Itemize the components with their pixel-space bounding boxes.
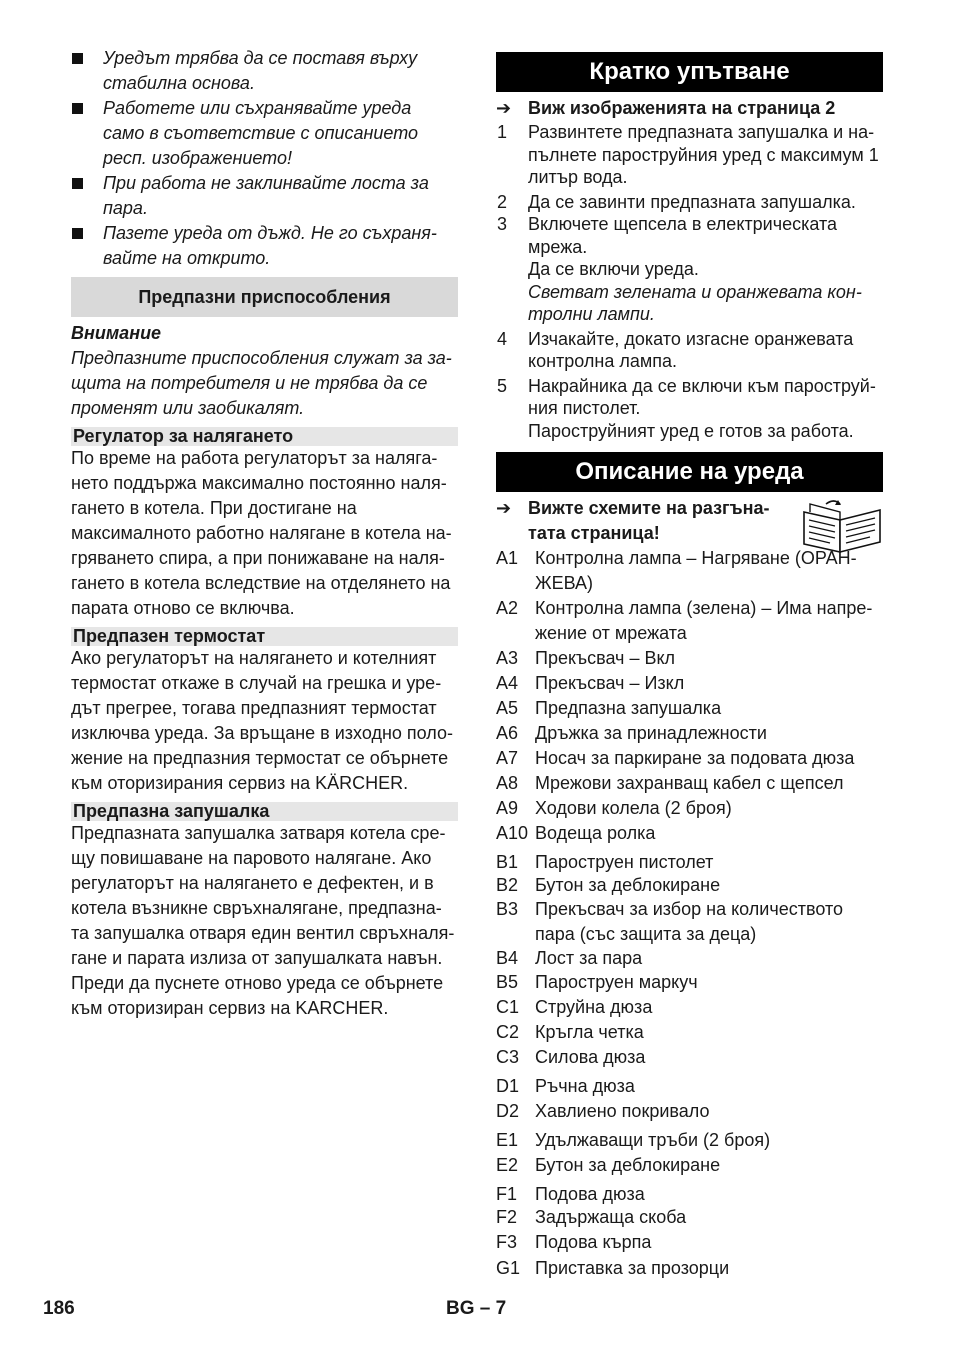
safety-cap-text: Предпазната запушалка затваря котела сре- щу повишаване на паровото налягане. Ако регулаторът на налягането е дефектен, и в котела възникне свръхналягане, предпазна- та запушалка отваря един вентил свръхналя- гане и парата излиза от запушалката навън. Преди да пуснете отново уреда се обърнете към оторизиран сервиз на KARCHER. (71, 823, 455, 1018)
step-item: 2 Да се завинти предпазната запушалка. (497, 191, 856, 212)
device-description-heading: Описание на уреда (496, 452, 883, 492)
list-item: C3 Силова дюза (496, 1047, 646, 1067)
list-item: E2 Бутон за деблокиране (496, 1155, 721, 1175)
list-item: F2 Задържаща скоба (496, 1207, 687, 1227)
bullet-item: Уредът трябва да се поставя върху стабилна основа. (71, 46, 459, 96)
pressure-regulator-heading: Регулатор за налягането (71, 427, 458, 446)
parts-list-d (496, 1074, 884, 1124)
page-number: 186 (43, 1298, 75, 1319)
bullet-item: Пазете уреда от дъжд. Не го съхраня- вайте на открито. (71, 221, 459, 271)
list-item: B1 Пароструен пистолет (496, 852, 714, 872)
square-bullet-icon (72, 53, 83, 64)
parts-list-a (496, 546, 884, 846)
bullet-item: При работа не заклинвайте лоста за пара. (71, 171, 459, 221)
list-item: C1 Струйна дюза (496, 997, 653, 1017)
list-item: A9 Ходови колела (2 броя) (496, 798, 732, 818)
safety-devices-heading: Предпазни приспособления (71, 277, 458, 317)
list-item: A10 Водеща ролка (496, 823, 656, 843)
list-item: A8 Мрежови захранващ кабел с щепсел (496, 773, 844, 793)
list-item: F3 Подова кърпа (496, 1232, 652, 1252)
list-item: G1 Приставка за прозорци (496, 1258, 730, 1278)
list-item: B3 Прекъсвач за избор на количеството пара (със защита за деца) (496, 899, 844, 944)
safety-thermostat-heading: Предпазен термостат (71, 627, 458, 646)
arrow-right-icon: ➔ (496, 98, 512, 118)
attention-text: Предпазните приспособления служат за за- щита на потребителя и не трябва да се променят или заобикалят. (71, 348, 452, 418)
square-bullet-icon (72, 228, 83, 239)
bullet-item: Работете или съхранявайте уреда само в съответствие с описанието респ. изображението! (71, 96, 459, 171)
device-description-reference: ➔ Вижте схемите на разгъна- тата страница! (496, 498, 770, 543)
parts-list-b-c (496, 851, 884, 1070)
pressure-regulator-text: По време на работа регулаторът за наляга- нето поддържа максимално постоянно наля- гането в котела. При достигане на максималното работно налягане в котела на- гряването спира, а при понижаване на наля- гането в котела вследствие на отделянето на парата отново се включва. (71, 448, 452, 618)
section-page-label: BG – 7 (446, 1298, 507, 1319)
list-item: D1 Ръчна дюза (496, 1076, 635, 1096)
list-item: B4 Лост за пара (496, 948, 643, 968)
step-item: 1 Развинтете предпазната запушалка и на- пълнете пароструйния уред с максимум 1 литър вода. (497, 122, 879, 187)
square-bullet-icon (72, 178, 83, 189)
list-item: C2 Кръгла четка (496, 1022, 644, 1042)
list-item: A4 Прекъсвач – Изкл (496, 673, 685, 693)
arrow-right-icon: ➔ (496, 498, 512, 518)
safety-thermostat-text: Ако регулаторът на налягането и котелният термостат откаже в случай на грешка и уре- дът прегрее, тогава предпазният термостат изключва уреда. За връщане в изходно поло- жение на предпазния термостат се обърнете към оторизирания сервиз на KÄRCHER. (71, 648, 453, 793)
square-bullet-icon (72, 103, 83, 114)
parts-list-f-g (496, 1183, 884, 1281)
parts-list-e (496, 1128, 884, 1178)
list-item: A3 Прекъсвач – Вкл (496, 648, 676, 668)
list-item: A1 Контролна лампа – Нагряване (ОРАН- ЖЕВА) (496, 548, 857, 593)
list-item: A5 Предпазна запушалка (496, 698, 722, 718)
safety-cap-heading: Предпазна запушалка (71, 802, 458, 821)
list-item: F1 Подова дюза (496, 1184, 645, 1204)
safety-bullet-list (71, 46, 459, 271)
list-item: D2 Хавлиено покривало (496, 1101, 710, 1121)
list-item: A6 Дръжка за принадлежности (496, 723, 767, 743)
list-item: E1 Удължаващи тръби (2 броя) (496, 1130, 771, 1150)
quick-guide-steps (496, 121, 884, 442)
list-item: B2 Бутон за деблокиране (496, 875, 721, 895)
quick-guide-reference: ➔ Виж изображенията на страница 2 (496, 96, 835, 121)
list-item: A7 Носач за паркиране за подовата дюза (496, 748, 855, 768)
list-item: B5 Пароструен маркуч (496, 972, 698, 992)
step-item: 3 Включете щепсела в електрическата мрежа. Да се включи уреда. Светват зелената и оранжевата кон- тролни лампи. (497, 214, 862, 324)
list-item: A2 Контролна лампа (зелена) – Има напре- жение от мрежата (496, 598, 873, 643)
quick-guide-heading: Кратко упътване (496, 52, 883, 92)
attention-label: Внимание (71, 323, 162, 343)
step-item: 5 Накрайника да се включи към пароструй- ния пистолет. Пароструйният уред е готов за работа. (497, 375, 876, 441)
step-item: 4 Изчакайте, докато изгасне оранжевата контролна лампа. (497, 328, 854, 371)
